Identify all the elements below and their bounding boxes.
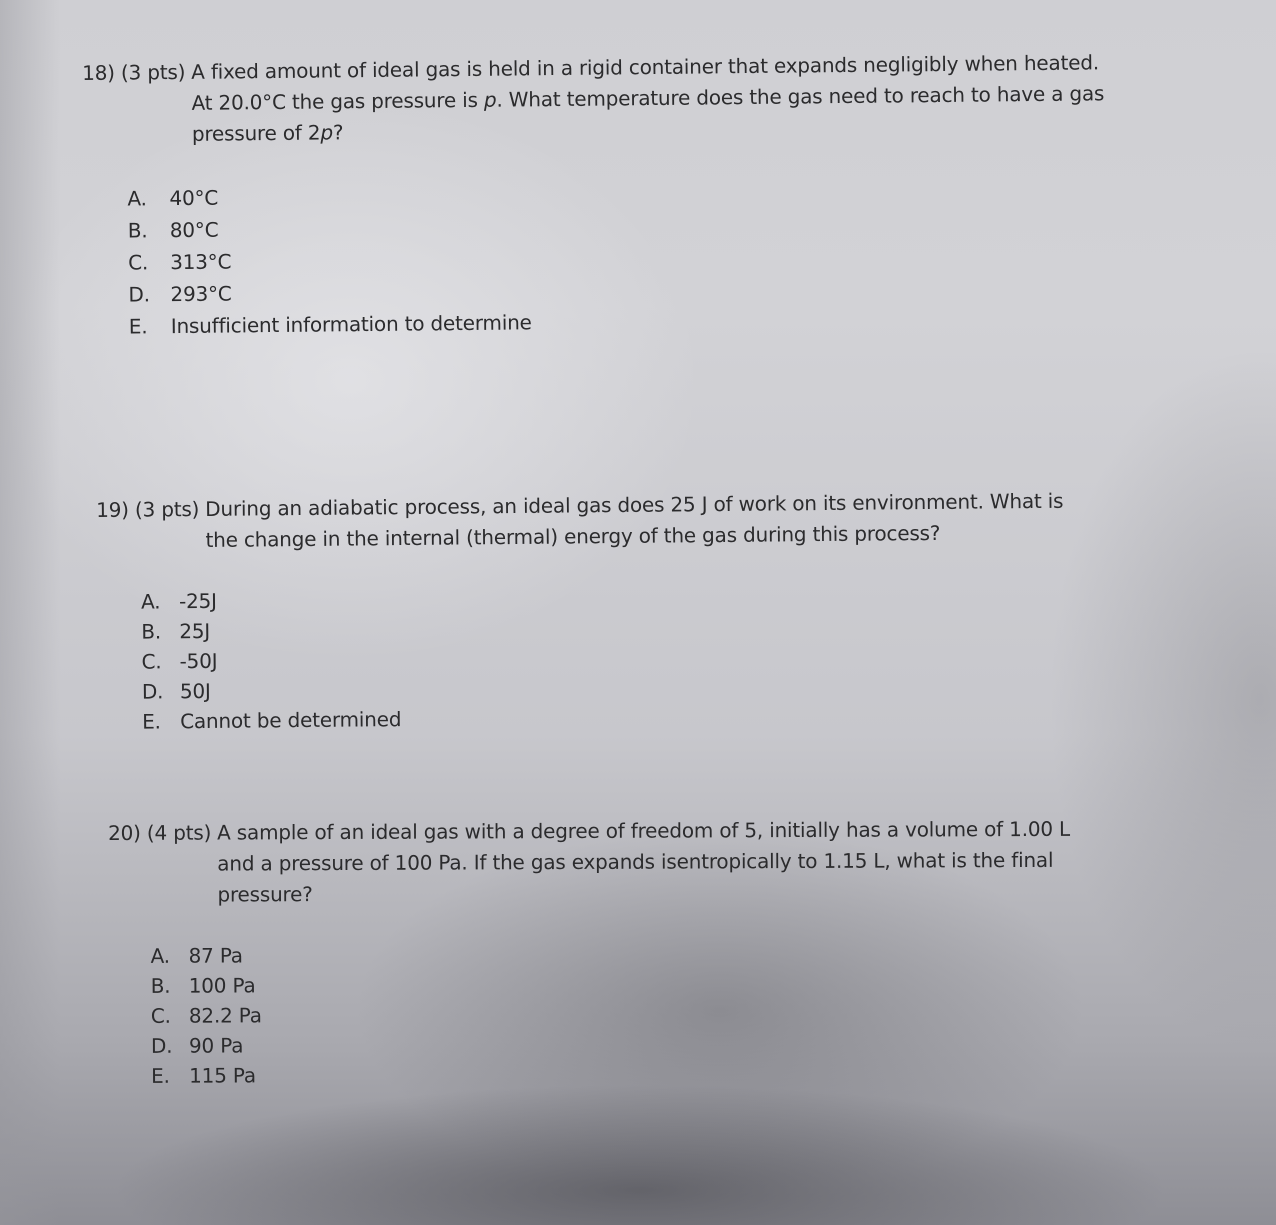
option-letter: A. bbox=[127, 186, 147, 211]
question-number: 19) (3 pts) bbox=[96, 497, 200, 522]
option-text: 90 Pa bbox=[188, 1033, 244, 1058]
option-letter: C. bbox=[150, 1003, 171, 1028]
question-text: A fixed amount of ideal gas is held in a rigid container that expands negligibly when heated. At 20.0°C the gas pressure is p. What temperature does the gas need to reach to have a gas pressure of 2p? bbox=[191, 50, 1105, 146]
option-letter: A. bbox=[140, 589, 161, 614]
option-text: 50J bbox=[179, 678, 211, 704]
option-text: 313°C bbox=[170, 249, 232, 275]
question-18 bbox=[82, 47, 1115, 343]
option-letter: B. bbox=[127, 218, 148, 243]
answer-option[interactable] bbox=[151, 967, 1109, 1001]
option-text: 80°C bbox=[169, 217, 219, 243]
question-stem bbox=[82, 47, 1113, 151]
question-text: A sample of an ideal gas with a degree of freedom of 5, initially has a volume of 1.00 L and a pressure of 100 Pa. If the gas expands isentropically to 1.15 L, what is the final pressure? bbox=[217, 816, 1071, 907]
answer-options bbox=[141, 577, 1098, 736]
answer-options bbox=[151, 937, 1110, 1091]
answer-options bbox=[127, 172, 1115, 342]
question-number: 18) (3 pts) bbox=[82, 59, 186, 85]
option-text: 25J bbox=[179, 618, 211, 644]
option-letter: B. bbox=[141, 619, 162, 644]
option-letter: B. bbox=[150, 973, 171, 998]
option-text: -25J bbox=[178, 588, 217, 614]
option-text: -50J bbox=[179, 648, 218, 674]
answer-option[interactable] bbox=[151, 1027, 1109, 1061]
answer-option[interactable] bbox=[151, 997, 1109, 1031]
option-letter: D. bbox=[128, 282, 150, 307]
question-text: During an adiabatic process, an ideal gas does 25 J of work on its environment. What is the change in the internal (thermal) energy of the gas during this process? bbox=[205, 488, 1064, 552]
option-text: Cannot be determined bbox=[180, 707, 402, 734]
option-letter: C. bbox=[141, 649, 162, 674]
option-letter: D. bbox=[150, 1033, 173, 1058]
question-number: 20) (4 pts) bbox=[108, 820, 212, 845]
option-text: 100 Pa bbox=[188, 973, 256, 998]
option-text: 40°C bbox=[169, 185, 219, 211]
question-19 bbox=[96, 485, 1098, 737]
question-stem bbox=[108, 814, 1108, 911]
answer-option[interactable] bbox=[151, 1057, 1109, 1091]
paper-shadow bbox=[0, 0, 60, 1225]
question-stem bbox=[96, 485, 1097, 557]
option-letter: E. bbox=[151, 1063, 170, 1088]
option-text: 293°C bbox=[170, 281, 232, 307]
option-letter: E. bbox=[128, 314, 148, 339]
option-text: 115 Pa bbox=[189, 1063, 256, 1088]
option-letter: E. bbox=[142, 709, 161, 734]
option-text: Insufficient information to determine bbox=[170, 310, 532, 339]
option-letter: C. bbox=[128, 250, 149, 275]
option-letter: D. bbox=[141, 679, 164, 704]
option-text: 82.2 Pa bbox=[188, 1003, 262, 1028]
question-20 bbox=[108, 814, 1109, 1091]
option-letter: A. bbox=[150, 943, 170, 968]
option-text: 87 Pa bbox=[188, 943, 243, 968]
answer-option[interactable] bbox=[151, 937, 1109, 971]
